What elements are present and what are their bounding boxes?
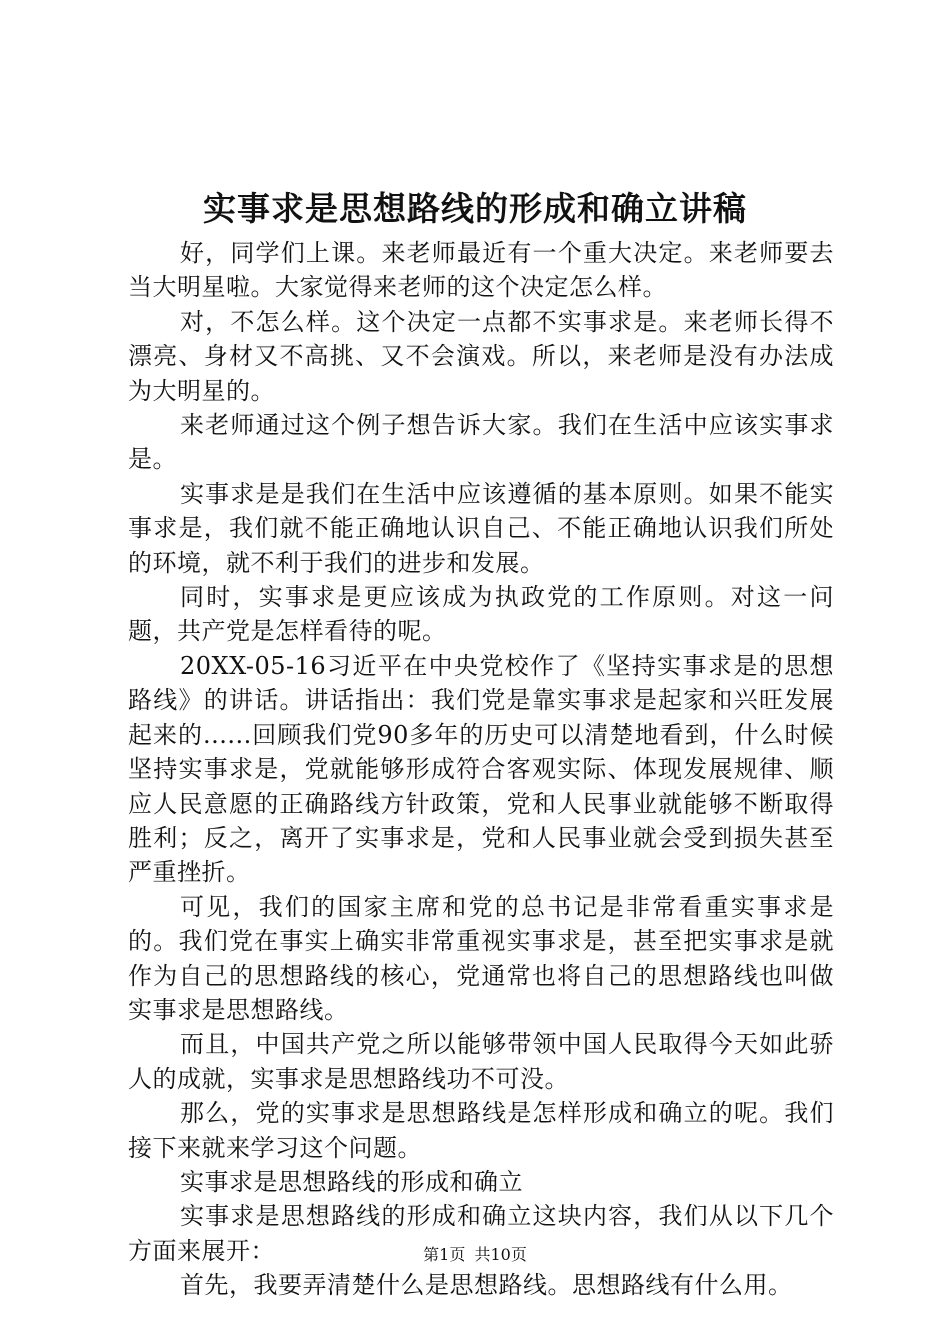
paragraph: 实事求是是我们在生活中应该遵循的基本原则。如果不能实事求是，我们就不能正确地认识自己、不能正确地认识我们所处的环境，就不利于我们的进步和发展。 <box>128 479 834 577</box>
paragraph: 来老师通过这个例子想告诉大家。我们在生活中应该实事求是。 <box>128 411 834 474</box>
paragraph: 同时，实事求是更应该成为执政党的工作原则。对这一问题，共产党是怎样看待的呢。 <box>128 583 834 646</box>
paragraph: 20XX-05-16习近平在中央党校作了《坚持实事求是的思想路线》的讲话。讲话指出：我们党是靠实事求是起家和兴旺发展起来的......回顾我们党90多年的历史可以清楚地看到，什么时候坚持实事求是，党就能够形成符合客观实际、体现发展规律、顺应人民意愿的正确路线方针政策，党和人民事业就能够不断取得胜利；反之，离开了实事求是，党和人民事业就会受到损失甚至严重挫折。 <box>128 651 834 887</box>
paragraph: 而且，中国共产党之所以能够带领中国人民取得今天如此骄人的成就，实事求是思想路线功不可没。 <box>128 1030 834 1093</box>
paragraph: 可见，我们的国家主席和党的总书记是非常看重实事求是的。我们党在事实上确实非常重视实事求是，甚至把实事求是就作为自己的思想路线的核心，党通常也将自己的思想路线也叫做实事求是思想路线。 <box>128 892 834 1024</box>
section-heading: 实事求是思想路线的形成和确立 <box>180 1167 523 1196</box>
paragraph: 那么，党的实事求是思想路线是怎样形成和确立的呢。我们接下来就来学习这个问题。 <box>128 1099 834 1162</box>
paragraph: 首先，我要弄清楚什么是思想路线。思想路线有什么用。 <box>180 1271 793 1300</box>
paragraph: 实事求是思想路线的形成和确立这块内容，我们从以下几个方面来展开： <box>128 1202 834 1265</box>
page-total: 共10页 <box>474 1245 527 1264</box>
paragraph: 好，同学们上课。来老师最近有一个重大决定。来老师要去当大明星啦。大家觉得来老师的这个决定怎么样。 <box>128 239 834 302</box>
paragraph: 对，不怎么样。这个决定一点都不实事求是。来老师长得不漂亮、身材又不高挑、又不会演戏。所以，来老师是没有办法成为大明星的。 <box>128 307 834 405</box>
page-footer <box>0 1245 950 1265</box>
document-title: 实事求是思想路线的形成和确立讲稿 <box>203 189 747 228</box>
document-body <box>128 236 834 1303</box>
page-number: 第1页 <box>423 1245 466 1264</box>
